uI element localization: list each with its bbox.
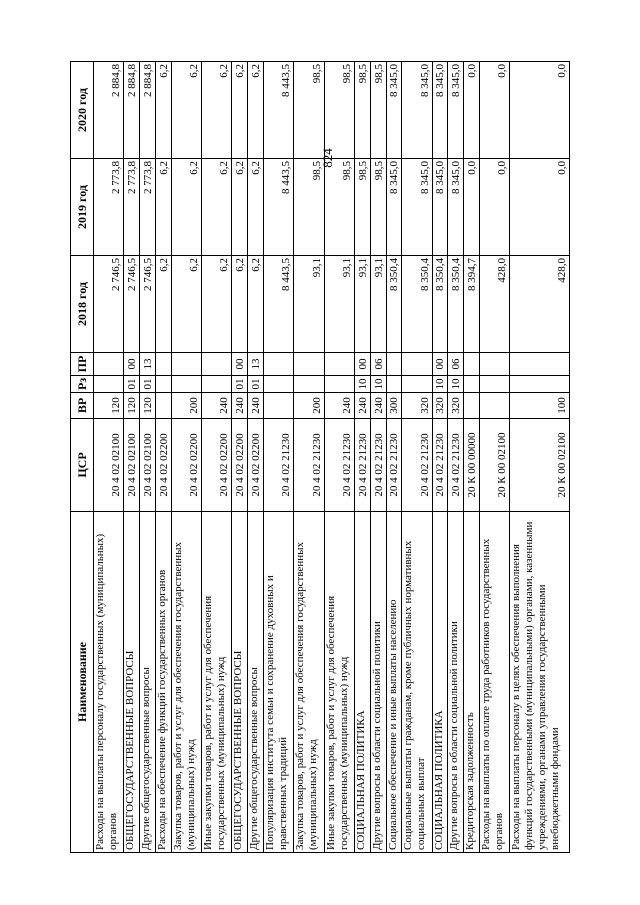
table-row bbox=[263, 62, 293, 853]
cell-vr: 240 bbox=[370, 393, 386, 419]
table-row bbox=[355, 62, 371, 853]
cell-2018: 6,2 bbox=[248, 256, 264, 353]
cell-rz: 01 bbox=[232, 376, 248, 393]
cell-csr: 20 4 02 21230 bbox=[370, 419, 386, 512]
cell-2019: 0,0 bbox=[479, 159, 509, 256]
cell-rz bbox=[155, 376, 171, 393]
cell-pr: 06 bbox=[448, 353, 464, 376]
cell-rz bbox=[402, 376, 432, 393]
table-row bbox=[464, 62, 480, 853]
cell-name: СОЦИАЛЬНАЯ ПОЛИТИКА bbox=[355, 512, 371, 853]
cell-2019: 8 443,5 bbox=[263, 159, 293, 256]
cell-2020: 8 345,0 bbox=[402, 62, 432, 159]
cell-csr: 20 4 02 02200 bbox=[155, 419, 171, 512]
cell-name: Расходы на обеспечение функций государственных органов bbox=[155, 512, 171, 853]
cell-2020: 6,2 bbox=[202, 62, 232, 159]
cell-pr bbox=[202, 353, 232, 376]
cell-2020: 98,5 bbox=[294, 62, 324, 159]
cell-rz bbox=[171, 376, 201, 393]
header-csr: ЦСР bbox=[71, 419, 94, 512]
cell-pr bbox=[94, 353, 124, 376]
header-2020: 2020 год bbox=[71, 62, 94, 159]
cell-2019: 8 345,0 bbox=[402, 159, 432, 256]
cell-2018: 2 746,5 bbox=[140, 256, 156, 353]
table-row bbox=[510, 62, 570, 853]
cell-2018: 8 443,5 bbox=[263, 256, 293, 353]
cell-2018: 2 746,5 bbox=[124, 256, 140, 353]
table-row bbox=[155, 62, 171, 853]
table-row bbox=[171, 62, 201, 853]
cell-rz bbox=[202, 376, 232, 393]
cell-vr: 240 bbox=[202, 393, 232, 419]
cell-2020: 6,2 bbox=[232, 62, 248, 159]
budget-table-container bbox=[70, 62, 570, 853]
table-row bbox=[202, 62, 232, 853]
cell-name: Другие общегосударственные вопросы bbox=[248, 512, 264, 853]
cell-vr bbox=[464, 393, 480, 419]
cell-name: Другие вопросы в области социальной политики bbox=[448, 512, 464, 853]
cell-2020: 8 345,0 bbox=[386, 62, 402, 159]
budget-table bbox=[70, 61, 570, 853]
table-row bbox=[324, 62, 354, 853]
table-row bbox=[386, 62, 402, 853]
table-row bbox=[294, 62, 324, 853]
cell-2019: 0,0 bbox=[510, 159, 570, 256]
cell-2020: 0,0 bbox=[479, 62, 509, 159]
header-pr: ПР bbox=[71, 353, 94, 376]
table-row bbox=[370, 62, 386, 853]
cell-2019: 8 345,0 bbox=[448, 159, 464, 256]
cell-vr: 100 bbox=[510, 393, 570, 419]
cell-2018: 428,0 bbox=[510, 256, 570, 353]
cell-pr: 13 bbox=[248, 353, 264, 376]
cell-2018: 6,2 bbox=[232, 256, 248, 353]
cell-2018: 8 350,4 bbox=[402, 256, 432, 353]
cell-vr: 300 bbox=[386, 393, 402, 419]
cell-vr: 240 bbox=[355, 393, 371, 419]
header-name: Наименование bbox=[71, 512, 94, 853]
cell-name: ОБЩЕГОСУДАРСТВЕННЫЕ ВОПРОСЫ bbox=[232, 512, 248, 853]
cell-2018: 6,2 bbox=[155, 256, 171, 353]
cell-rz bbox=[479, 376, 509, 393]
cell-name: Кредиторская задолженность bbox=[464, 512, 480, 853]
cell-2020: 6,2 bbox=[155, 62, 171, 159]
cell-rz: 01 bbox=[248, 376, 264, 393]
cell-vr bbox=[479, 393, 509, 419]
cell-rz bbox=[324, 376, 354, 393]
cell-2020: 8 345,0 bbox=[432, 62, 448, 159]
cell-name: Расходы на выплаты персоналу государственных (муниципальных) органов bbox=[94, 512, 124, 853]
cell-pr bbox=[324, 353, 354, 376]
cell-pr bbox=[155, 353, 171, 376]
header-rz: Рз bbox=[71, 376, 94, 393]
cell-csr: 20 4 02 21230 bbox=[432, 419, 448, 512]
cell-rz bbox=[464, 376, 480, 393]
cell-csr: 20 4 02 02100 bbox=[124, 419, 140, 512]
cell-pr: 00 bbox=[355, 353, 371, 376]
cell-2020: 0,0 bbox=[464, 62, 480, 159]
cell-2019: 6,2 bbox=[171, 159, 201, 256]
cell-name: Закупка товаров, работ и услуг для обеспечения государственных (муниципальных) нужд bbox=[294, 512, 324, 853]
cell-csr: 20 4 02 21230 bbox=[324, 419, 354, 512]
page-number: 824 bbox=[320, 148, 335, 168]
cell-csr: 20 К 00 02100 bbox=[479, 419, 509, 512]
table-row bbox=[448, 62, 464, 853]
cell-rz bbox=[510, 376, 570, 393]
cell-vr: 240 bbox=[248, 393, 264, 419]
cell-pr bbox=[263, 353, 293, 376]
cell-pr: 00 bbox=[124, 353, 140, 376]
table-row bbox=[232, 62, 248, 853]
cell-rz bbox=[263, 376, 293, 393]
cell-2019: 6,2 bbox=[248, 159, 264, 256]
cell-pr: 13 bbox=[140, 353, 156, 376]
cell-name: СОЦИАЛЬНАЯ ПОЛИТИКА bbox=[432, 512, 448, 853]
cell-name: Расходы на выплаты персоналу в целях обеспечения выполнения функций государственными (муниципальными) органами, казенными учреждениями, органами управления государственными внебюджетными фондами bbox=[510, 512, 570, 853]
cell-rz: 10 bbox=[355, 376, 371, 393]
table-row bbox=[140, 62, 156, 853]
cell-vr: 320 bbox=[402, 393, 432, 419]
cell-2018: 2 746,5 bbox=[94, 256, 124, 353]
header-vr: ВР bbox=[71, 393, 94, 419]
table-row bbox=[94, 62, 124, 853]
cell-pr bbox=[464, 353, 480, 376]
cell-name: ОБЩЕГОСУДАРСТВЕННЫЕ ВОПРОСЫ bbox=[124, 512, 140, 853]
cell-pr: 00 bbox=[432, 353, 448, 376]
cell-csr: 20 4 02 21230 bbox=[263, 419, 293, 512]
cell-rz: 10 bbox=[432, 376, 448, 393]
cell-rz: 01 bbox=[140, 376, 156, 393]
cell-2019: 2 773,8 bbox=[94, 159, 124, 256]
cell-name: Популяризация института семьи и сохранение духовных и нравственных традиций bbox=[263, 512, 293, 853]
cell-pr bbox=[479, 353, 509, 376]
cell-csr: 20 4 02 21230 bbox=[402, 419, 432, 512]
header-2018: 2018 год bbox=[71, 256, 94, 353]
cell-rz bbox=[94, 376, 124, 393]
cell-name: Социальное обеспечение и иные выплаты населению bbox=[386, 512, 402, 853]
cell-rz bbox=[294, 376, 324, 393]
cell-csr: 20 4 02 02200 bbox=[202, 419, 232, 512]
cell-name: Закупка товаров, работ и услуг для обеспечения государственных (муниципальных) нужд bbox=[171, 512, 201, 853]
cell-name: Другие вопросы в области социальной политики bbox=[370, 512, 386, 853]
cell-csr: 20 4 02 21230 bbox=[294, 419, 324, 512]
cell-csr: 20 4 02 02200 bbox=[232, 419, 248, 512]
cell-csr: 20 4 02 02200 bbox=[171, 419, 201, 512]
table-row bbox=[402, 62, 432, 853]
cell-csr: 20 4 02 21230 bbox=[448, 419, 464, 512]
cell-2020: 2 884,8 bbox=[124, 62, 140, 159]
cell-vr: 120 bbox=[140, 393, 156, 419]
cell-csr: 20 4 02 02100 bbox=[94, 419, 124, 512]
cell-2019: 2 773,8 bbox=[124, 159, 140, 256]
cell-csr: 20 4 02 02100 bbox=[140, 419, 156, 512]
cell-2018: 8 350,4 bbox=[448, 256, 464, 353]
cell-vr: 320 bbox=[432, 393, 448, 419]
cell-vr: 120 bbox=[124, 393, 140, 419]
cell-2018: 8 350,4 bbox=[386, 256, 402, 353]
cell-2019: 98,5 bbox=[370, 159, 386, 256]
table-row bbox=[248, 62, 264, 853]
cell-2018: 8 350,4 bbox=[432, 256, 448, 353]
cell-csr: 20 4 02 21230 bbox=[386, 419, 402, 512]
cell-2019: 98,5 bbox=[324, 159, 354, 256]
cell-vr: 240 bbox=[324, 393, 354, 419]
cell-pr bbox=[386, 353, 402, 376]
cell-2019: 6,2 bbox=[202, 159, 232, 256]
cell-vr: 120 bbox=[94, 393, 124, 419]
cell-vr: 200 bbox=[171, 393, 201, 419]
cell-rz bbox=[386, 376, 402, 393]
cell-2018: 93,1 bbox=[370, 256, 386, 353]
cell-2018: 8 394,7 bbox=[464, 256, 480, 353]
table-header-row bbox=[71, 62, 94, 853]
table-row bbox=[124, 62, 140, 853]
cell-2020: 8 443,5 bbox=[263, 62, 293, 159]
cell-name: Другие общегосударственные вопросы bbox=[140, 512, 156, 853]
cell-2020: 6,2 bbox=[171, 62, 201, 159]
cell-2018: 6,2 bbox=[171, 256, 201, 353]
cell-csr: 20 К 00 02100 bbox=[510, 419, 570, 512]
cell-name: Расходы на выплаты по оплате труда работников государственных органов bbox=[479, 512, 509, 853]
cell-2019: 98,5 bbox=[355, 159, 371, 256]
cell-vr bbox=[155, 393, 171, 419]
cell-csr: 20 4 02 02200 bbox=[248, 419, 264, 512]
table-body bbox=[94, 62, 570, 853]
cell-2020: 2 884,8 bbox=[140, 62, 156, 159]
cell-2019: 6,2 bbox=[155, 159, 171, 256]
cell-2018: 93,1 bbox=[324, 256, 354, 353]
cell-rz: 01 bbox=[124, 376, 140, 393]
cell-2020: 0,0 bbox=[510, 62, 570, 159]
cell-name: Социальные выплаты гражданам, кроме публичных нормативных социальных выплат bbox=[402, 512, 432, 853]
cell-pr bbox=[171, 353, 201, 376]
header-2019: 2019 год bbox=[71, 159, 94, 256]
cell-vr bbox=[263, 393, 293, 419]
cell-2020: 98,5 bbox=[370, 62, 386, 159]
cell-vr: 240 bbox=[232, 393, 248, 419]
cell-2019: 2 773,8 bbox=[140, 159, 156, 256]
cell-2020: 2 884,8 bbox=[94, 62, 124, 159]
cell-2019: 6,2 bbox=[232, 159, 248, 256]
cell-2019: 8 345,0 bbox=[432, 159, 448, 256]
cell-2018: 6,2 bbox=[202, 256, 232, 353]
cell-vr: 200 bbox=[294, 393, 324, 419]
cell-pr: 00 bbox=[232, 353, 248, 376]
table-row bbox=[479, 62, 509, 853]
cell-name: Иные закупки товаров, работ и услуг для обеспечения государственных (муниципальных) нужд bbox=[202, 512, 232, 853]
cell-2020: 98,5 bbox=[355, 62, 371, 159]
cell-vr: 320 bbox=[448, 393, 464, 419]
cell-pr bbox=[294, 353, 324, 376]
cell-pr bbox=[402, 353, 432, 376]
table-row bbox=[432, 62, 448, 853]
cell-rz: 10 bbox=[448, 376, 464, 393]
cell-pr: 06 bbox=[370, 353, 386, 376]
cell-csr: 20 4 02 21230 bbox=[355, 419, 371, 512]
cell-rz: 10 bbox=[370, 376, 386, 393]
cell-2019: 0,0 bbox=[464, 159, 480, 256]
cell-2018: 93,1 bbox=[355, 256, 371, 353]
cell-pr bbox=[510, 353, 570, 376]
cell-csr: 20 К 00 00000 bbox=[464, 419, 480, 512]
cell-2019: 98,5 bbox=[294, 159, 324, 256]
cell-2018: 428,0 bbox=[479, 256, 509, 353]
cell-2018: 93,1 bbox=[294, 256, 324, 353]
cell-2020: 98,5 bbox=[324, 62, 354, 159]
cell-2020: 6,2 bbox=[248, 62, 264, 159]
cell-2019: 8 345,0 bbox=[386, 159, 402, 256]
cell-2020: 8 345,0 bbox=[448, 62, 464, 159]
cell-name: Иные закупки товаров, работ и услуг для обеспечения государственных (муниципальных) нужд bbox=[324, 512, 354, 853]
